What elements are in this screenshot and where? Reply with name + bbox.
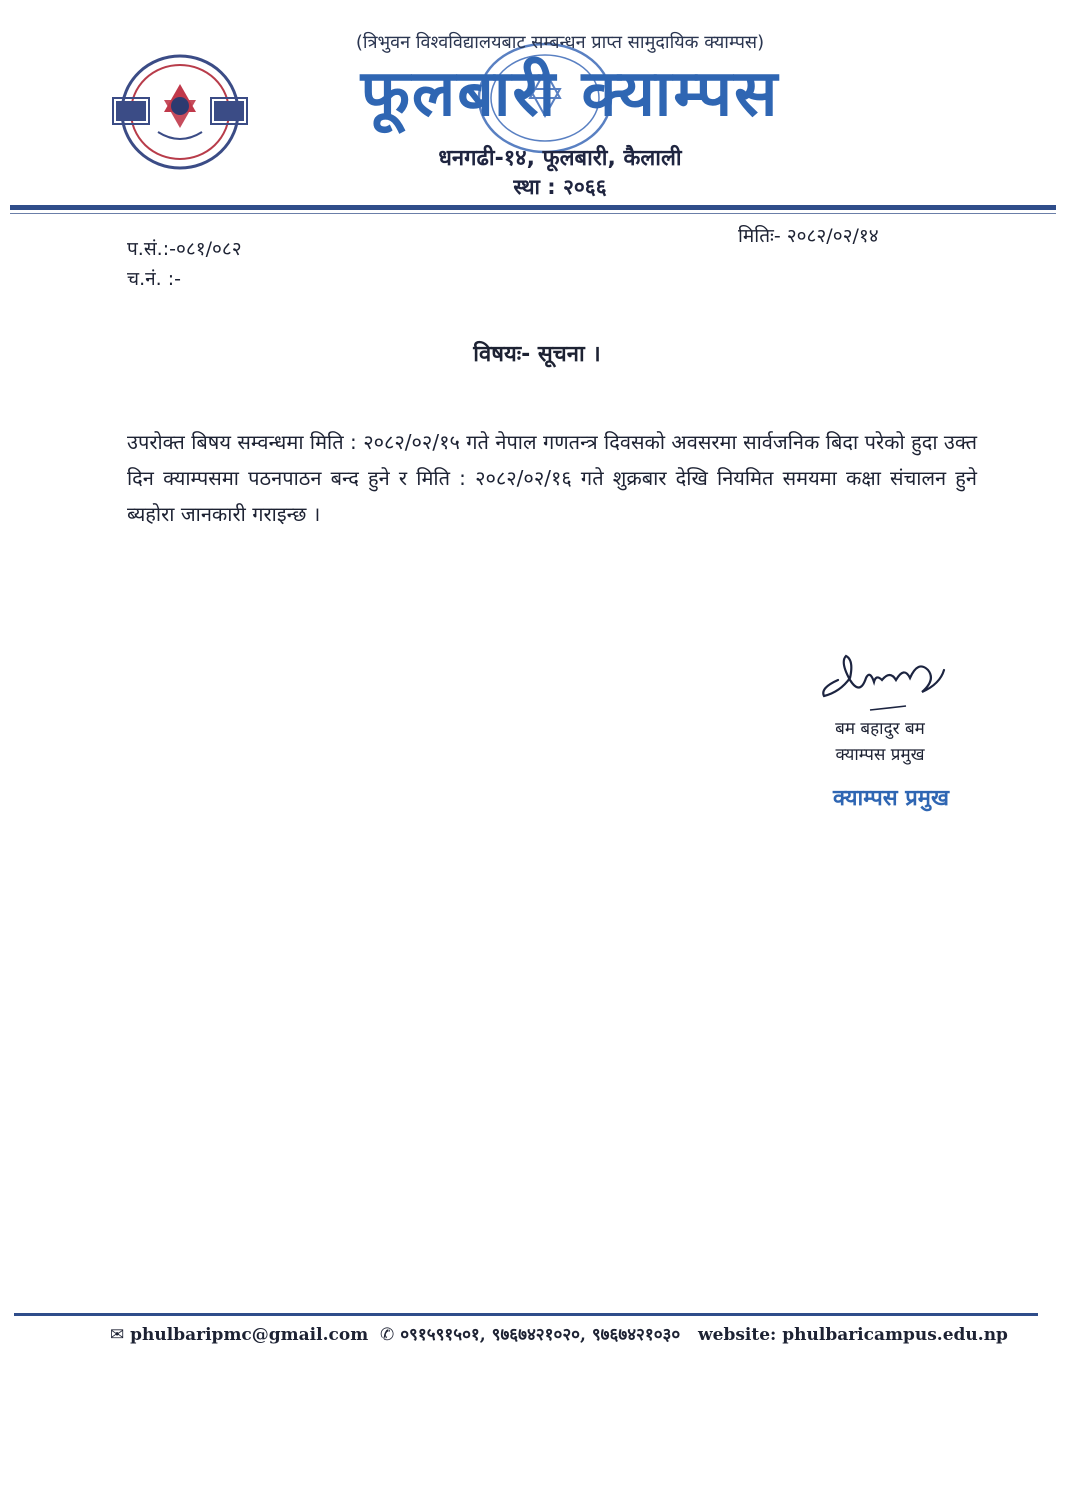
footer-email[interactable]: phulbaripmc@gmail.com	[130, 1325, 369, 1345]
established-year: स्था : २०६६	[513, 175, 607, 199]
letter-date: मितिः- २०८२/०२/१४	[738, 225, 879, 247]
header-divider	[10, 205, 1056, 210]
footer-contact	[110, 1322, 1010, 1345]
footer-phones: ०९१५९१५०१, ९७६७४२१०२०, ९७६७४२१०३०	[400, 1325, 681, 1345]
signatory-title: क्याम्पस प्रमुख	[835, 745, 925, 765]
letter-body: उपरोक्त बिषय सम्वन्धमा मिति : २०८२/०२/१५ गते नेपाल गणतन्त्र दिवसको अवसरमा सार्वजनिक बिदा परेको हुदा उक्त दिन क्याम्पसमा पठनपाठन बन्द हुने र मिति : २०८२/०२/१६ गते शुक्रबार देखि नियमित समयमा कक्षा संचालन हुने ब्यहोरा जानकारी गराइन्छ ।	[127, 430, 977, 526]
affiliation-line: (त्रिभुवन विश्वविद्यालयबाट सम्बन्धन प्राप्त सामुदायिक क्याम्पस)	[355, 32, 765, 53]
handwritten-signature	[810, 640, 960, 720]
envelope-icon: ✉	[110, 1325, 125, 1345]
phone-icon: ✆	[380, 1325, 395, 1345]
reference-number: प.सं.:-०८१/०८२	[127, 238, 242, 260]
signatory-stamp: क्याम्पस प्रमुख	[833, 786, 949, 811]
campus-logo	[110, 50, 250, 175]
letter-subject: विषयः- सूचना ।	[473, 342, 601, 367]
signatory-name: बम बहादुर बम	[835, 719, 925, 739]
footer-website[interactable]: phulbaricampus.edu.np	[782, 1325, 1008, 1345]
header-divider-thin	[10, 213, 1056, 214]
campus-name-heading: फूलबारी क्याम्पस	[360, 57, 780, 131]
footer-divider	[14, 1313, 1038, 1316]
campus-address: धनगढी-१४, फूलबारी, कैलाली	[438, 146, 682, 171]
dispatch-number: च.नं. :-	[127, 268, 181, 290]
footer-website-label: website:	[698, 1325, 777, 1345]
